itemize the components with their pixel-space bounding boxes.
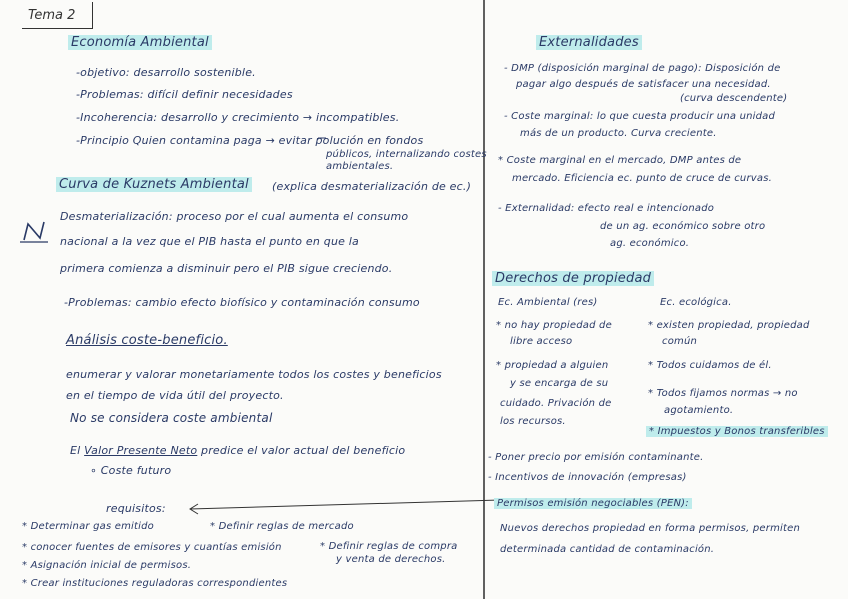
desmat-line-3: primera comienza a disminuir pero el PIB sigue creciendo. <box>60 262 393 275</box>
right-title: Externalidades <box>536 36 642 50</box>
col1-head: Ec. Ambiental (res) <box>498 297 598 308</box>
desmat-line-2: nacional a la vez que el PIB hasta el punto en que la <box>60 235 359 248</box>
req-item: * Definir reglas de mercado <box>210 521 354 532</box>
bullet-principio: -Principio Quien contamina paga → evitar polución en fondos <box>76 134 424 147</box>
kuznets-problemas: -Problemas: cambio efecto biofísico y contaminación consumo <box>64 296 420 309</box>
van-line: El Valor Presente Neto predice el valor actual del beneficio <box>70 444 406 457</box>
dmp-line-2: pagar algo después de satisfacer una necesidad. <box>516 79 771 90</box>
bullet-problemas: -Problemas: difícil definir necesidades <box>76 88 293 101</box>
acb-line-1: enumerar y valorar monetariamente todos los costes y beneficios <box>66 368 442 381</box>
col1-item: los recursos. <box>500 416 566 427</box>
topic-label: Tema 2 <box>28 8 76 23</box>
bullet-incoherencia: -Incoherencia: desarrollo y crecimiento → incompatibles. <box>76 111 400 124</box>
topic-box <box>22 2 93 29</box>
col1-item: * no hay propiedad de <box>496 320 612 331</box>
col2-item: * Todos cuidamos de él. <box>648 360 772 371</box>
pen-title: Permisos emisión negociables (PEN): <box>494 497 692 511</box>
van-term: Valor Presente Neto <box>84 444 198 457</box>
bullet-principio-cont-2: ambientales. <box>326 161 394 172</box>
precio-line: - Poner precio por emisión contaminante. <box>488 452 704 463</box>
dmp-line-3: (curva descendente) <box>680 93 788 104</box>
nuevos-line-1: Nuevos derechos propiedad en forma permisos, permiten <box>500 523 800 534</box>
req-item: * Crear instituciones reguladoras correspondientes <box>22 578 288 589</box>
col2-head: Ec. ecológica. <box>660 297 732 308</box>
incentivos-line: - Incentivos de innovación (empresas) <box>488 472 687 483</box>
col1-item: y se encarga de su <box>510 378 609 389</box>
col2-item: * Todos fijamos normas → no <box>648 388 798 399</box>
col1-item: cuidado. Privación de <box>500 398 612 409</box>
col1-item: * propiedad a alguien <box>496 360 609 371</box>
cm-line-2: más de un producto. Curva creciente. <box>520 128 717 139</box>
acb-line-2: en el tiempo de vida útil del proyecto. <box>66 389 284 402</box>
col2-item: * Impuestos y Bonos transferibles <box>646 425 828 439</box>
nuevos-line-2: determinada cantidad de contaminación. <box>500 544 715 555</box>
col1-item: libre acceso <box>510 336 573 347</box>
cmm-line-1: * Coste marginal en el mercado, DMP antes de <box>498 155 742 166</box>
dmp-line-1: - DMP (disposición marginal de pago): Disposición de <box>504 63 781 74</box>
col2-item: * existen propiedad, propiedad <box>648 320 810 331</box>
req-item: * Determinar gas emitido <box>22 521 154 532</box>
ext-line-1: - Externalidad: efecto real e intencionado <box>498 203 715 214</box>
requisitos-label: requisitos: <box>106 502 166 515</box>
bullet-objetivo: -objetivo: desarrollo sostenible. <box>76 66 256 79</box>
desmat-line-1: Desmaterialización: proceso por el cual aumenta el consumo <box>60 210 409 223</box>
col2-item: común <box>662 336 698 347</box>
ext-line-2: de un ag. económico sobre otro <box>600 221 766 232</box>
coste-futuro: ∘ Coste futuro <box>90 464 172 477</box>
kuznets-title: Curva de Kuznets Ambiental <box>56 178 252 192</box>
col2-item: agotamiento. <box>664 405 734 416</box>
req-item: * Definir reglas de compra <box>320 541 458 552</box>
kuznets-note: (explica desmaterialización de ec.) <box>272 180 472 193</box>
req-item: y venta de derechos. <box>336 554 446 565</box>
bullet-principio-cont-1: públicos, internalizando costes <box>326 149 487 160</box>
req-item: * conocer fuentes de emisores y cuantías emisión <box>22 542 282 553</box>
cmm-line-2: mercado. Eficiencia ec. punto de cruce de curvas. <box>512 173 772 184</box>
req-item: * Asignación inicial de permisos. <box>22 560 192 571</box>
left-title: Economía Ambiental <box>68 36 212 50</box>
acb-title: Análisis coste-beneficio. <box>66 333 228 348</box>
acb-line-3: No se considera coste ambiental <box>70 411 273 425</box>
ext-line-3: ag. económico. <box>610 238 690 249</box>
dp-title: Derechos de propiedad <box>492 272 654 286</box>
cm-line-1: - Coste marginal: lo que cuesta producir una unidad <box>504 111 776 122</box>
